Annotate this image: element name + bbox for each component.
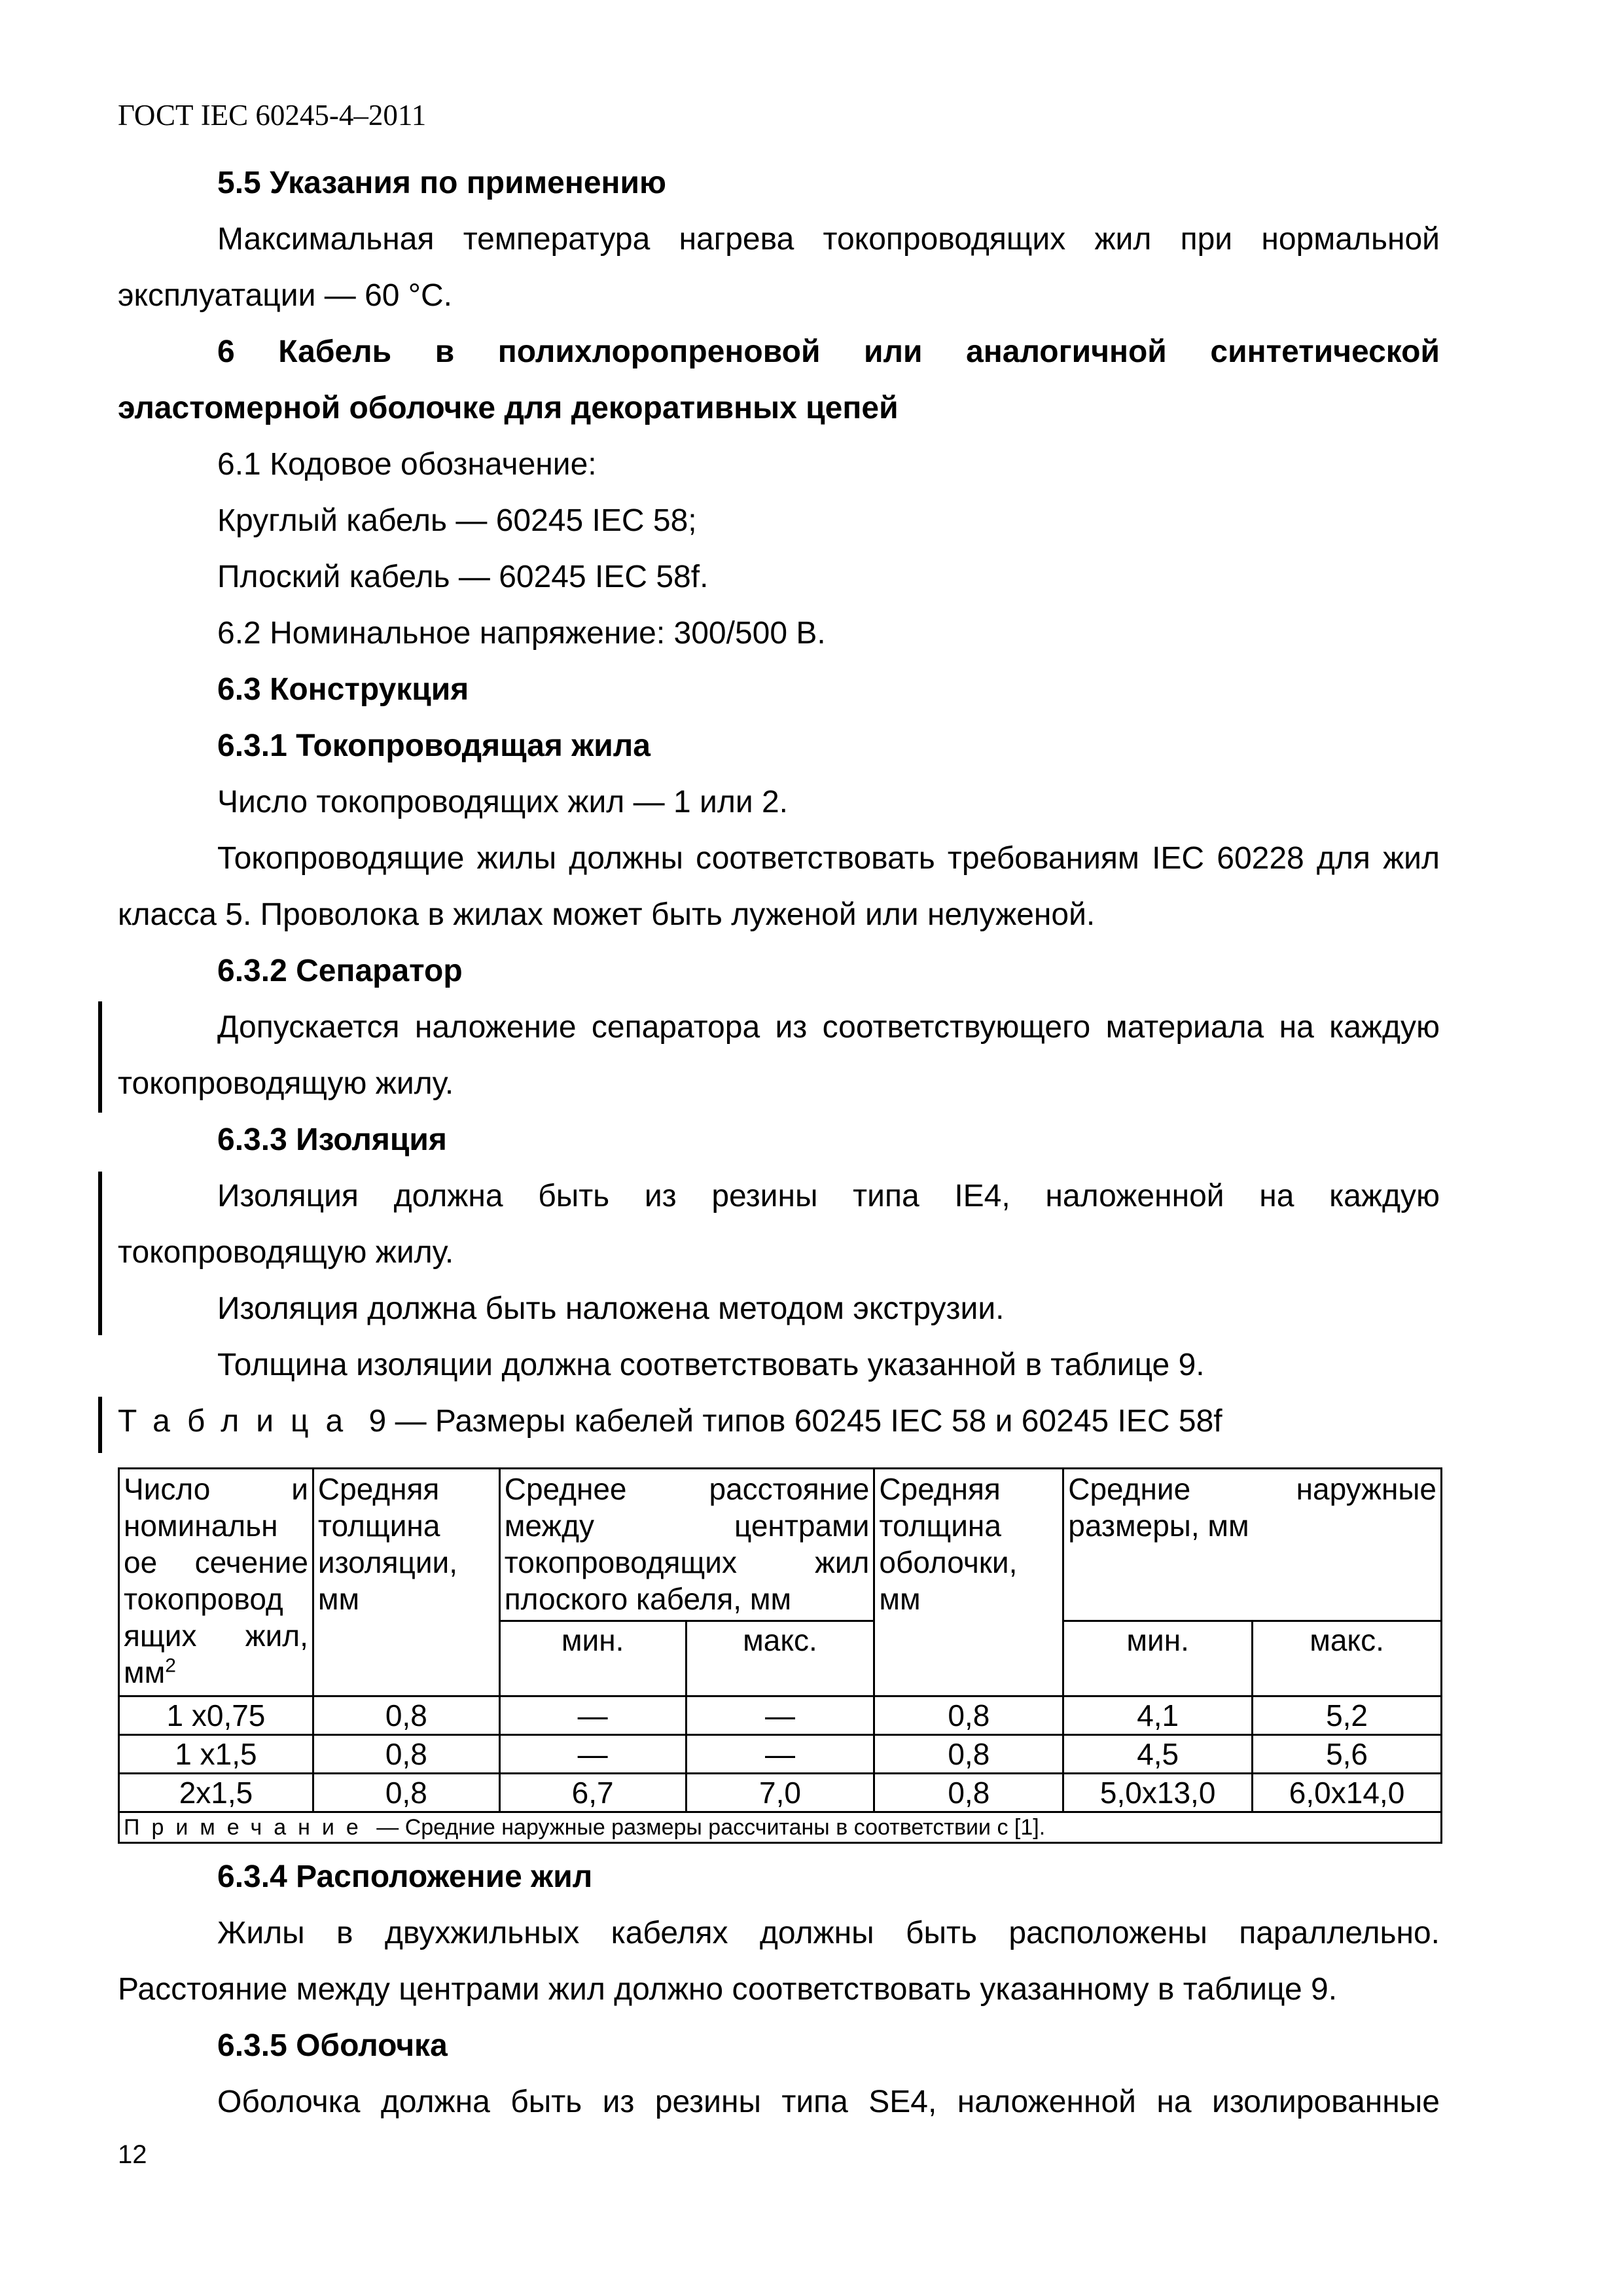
table-cell: 0,8 — [874, 1735, 1063, 1774]
paragraph-6-3-2-line2: токопроводящую жилу. — [118, 1066, 454, 1101]
table-caption-word: Таблица — [118, 1404, 361, 1439]
paragraph-6-2: 6.2 Номинальное напряжение: 300/500 В. — [217, 616, 826, 651]
paragraph-flat-cable: Плоский кабель — 60245 IEC 58f. — [217, 560, 709, 594]
table-cell: 5,6 — [1253, 1735, 1442, 1774]
header-min: мин. — [1063, 1621, 1253, 1696]
header-max: макс. — [1253, 1621, 1442, 1696]
header-text: токопроводящих жил — [504, 1545, 870, 1579]
header-text: размеры, мм — [1068, 1509, 1249, 1543]
paragraph-6-3-2-line1: Допускается наложение сепаратора из соответствующего материала на каждую — [217, 1010, 1440, 1045]
header-text: мм — [317, 1582, 360, 1616]
section-6-3-1-title: 6.3.1 Токопроводящая жила — [217, 728, 651, 763]
table-cell: — — [499, 1696, 686, 1735]
table-cell: 0,8 — [313, 1774, 499, 1812]
table-note-row — [119, 1812, 1442, 1843]
section-6-title-line2: эластомерной оболочке для декоративных цепей — [118, 391, 899, 425]
table-cell: 5,0x13,0 — [1063, 1774, 1253, 1812]
table-cell: 4,5 — [1063, 1735, 1253, 1774]
table-cell: — — [686, 1696, 874, 1735]
section-6-3-4-title: 6.3.4 Расположение жил — [217, 1859, 593, 1894]
table-cell: 2x1,5 — [119, 1774, 313, 1812]
paragraph-5-5-line1: Максимальная температура нагрева токопроводящих жил при нормальной — [217, 222, 1440, 257]
header-text: токопровод — [124, 1582, 283, 1616]
header-cell-outer-dimensions — [1063, 1469, 1442, 1621]
table-row — [119, 1774, 1442, 1812]
paragraph-6-3-4-line2: Расстояние между центрами жил должно соответствовать указанному в таблице 9. — [118, 1972, 1338, 2007]
table-row — [119, 1696, 1442, 1735]
note-text: — Средние наружные размеры рассчитаны в соответствии с [1]. — [370, 1815, 1046, 1840]
table-cell: — — [499, 1735, 686, 1774]
header-text: Число и — [124, 1472, 308, 1506]
header-text: мм — [124, 1655, 166, 1689]
paragraph-6-3-3-b: Изоляция должна быть наложена методом экструзии. — [217, 1291, 1005, 1326]
header-cell-insulation — [313, 1469, 499, 1696]
paragraph-round-cable: Круглый кабель — 60245 IEC 58; — [217, 503, 697, 538]
header-text — [124, 1654, 308, 1691]
table-cell: 1 x0,75 — [119, 1696, 313, 1735]
table-cell: 0,8 — [874, 1774, 1063, 1812]
table-cell: 0,8 — [313, 1735, 499, 1774]
table-cell: 6,7 — [499, 1774, 686, 1812]
header-text: ящих жил, — [124, 1619, 308, 1653]
document-header: ГОСТ IEC 60245-4–2011 — [118, 99, 427, 132]
header-text: толщина — [317, 1509, 440, 1543]
table-cell: 7,0 — [686, 1774, 874, 1812]
header-text: Средняя — [317, 1472, 440, 1506]
header-cell-sheath — [874, 1469, 1063, 1696]
page-number: 12 — [118, 2140, 147, 2169]
table-cell: 1 x1,5 — [119, 1735, 313, 1774]
change-bar — [98, 1001, 102, 1113]
header-cell-center-distance — [499, 1469, 874, 1621]
header-text: ое сечение — [124, 1545, 308, 1579]
paragraph-6-3-3-c: Толщина изоляции должна соответствовать указанной в таблице 9. — [217, 1348, 1205, 1382]
table-9 — [118, 1467, 1442, 1844]
table-cell: 6,0x14,0 — [1253, 1774, 1442, 1812]
table-cell: 5,2 — [1253, 1696, 1442, 1735]
change-bar — [98, 1397, 102, 1453]
superscript: 2 — [165, 1655, 176, 1677]
table-cell: 4,1 — [1063, 1696, 1253, 1735]
table-caption-text: 9 — Размеры кабелей типов 60245 IEC 58 и 60245 IEC 58f — [360, 1404, 1222, 1439]
header-text: Средняя — [879, 1472, 1001, 1506]
header-min: мин. — [499, 1621, 686, 1696]
header-text: Средние наружные — [1068, 1472, 1436, 1506]
header-text: номинальн — [124, 1509, 278, 1543]
header-max: макс. — [686, 1621, 874, 1696]
header-cell-cross-section — [119, 1469, 313, 1696]
paragraph-6-3-3-a-line1: Изоляция должна быть из резины типа IE4, наложенной на каждую — [217, 1179, 1440, 1213]
paragraph-6-3-4-line1: Жилы в двухжильных кабелях должны быть расположены параллельно. — [217, 1916, 1440, 1950]
header-text: мм — [879, 1582, 921, 1616]
table-9-caption — [118, 1403, 1222, 1440]
table-cell: — — [686, 1735, 874, 1774]
header-text: оболочки, — [879, 1545, 1018, 1579]
table-note — [119, 1812, 1442, 1843]
header-text: толщина — [879, 1509, 1001, 1543]
section-5-5-title: 5.5 Указания по применению — [217, 166, 667, 200]
header-text: между центрами — [504, 1509, 870, 1543]
section-6-3-5-title: 6.3.5 Оболочка — [217, 2028, 448, 2063]
note-word: Примечание — [124, 1815, 370, 1840]
paragraph-6-3-1-b-line1: Токопроводящие жилы должны соответствовать требованиям IEC 60228 для жил — [217, 841, 1440, 876]
paragraph-6-3-1-a: Число токопроводящих жил — 1 или 2. — [217, 785, 789, 819]
table-row — [119, 1735, 1442, 1774]
paragraph-6-3-5-line1: Оболочка должна быть из резины типа SE4, наложенной на изолированные — [217, 2085, 1440, 2119]
section-6-title-line1: 6 Кабель в полихлоропреновой или аналогичной синтетической — [217, 334, 1440, 369]
paragraph-6-1: 6.1 Кодовое обозначение: — [217, 447, 597, 482]
section-6-3-3-title: 6.3.3 Изоляция — [217, 1122, 447, 1157]
table-cell: 0,8 — [313, 1696, 499, 1735]
paragraph-6-3-3-a-line2: токопроводящую жилу. — [118, 1235, 454, 1270]
header-text: плоского кабеля, мм — [504, 1582, 792, 1616]
change-bar — [98, 1172, 102, 1335]
paragraph-6-3-1-b-line2: класса 5. Проволока в жилах может быть луженой или нелуженой. — [118, 897, 1096, 932]
section-6-3-2-title: 6.3.2 Сепаратор — [217, 954, 463, 988]
section-6-3-title: 6.3 Конструкция — [217, 672, 469, 707]
header-text: Среднее расстояние — [504, 1472, 870, 1506]
paragraph-5-5-line2: эксплуатации — 60 °С. — [118, 278, 452, 313]
header-text: изоляции, — [317, 1545, 458, 1579]
table-cell: 0,8 — [874, 1696, 1063, 1735]
